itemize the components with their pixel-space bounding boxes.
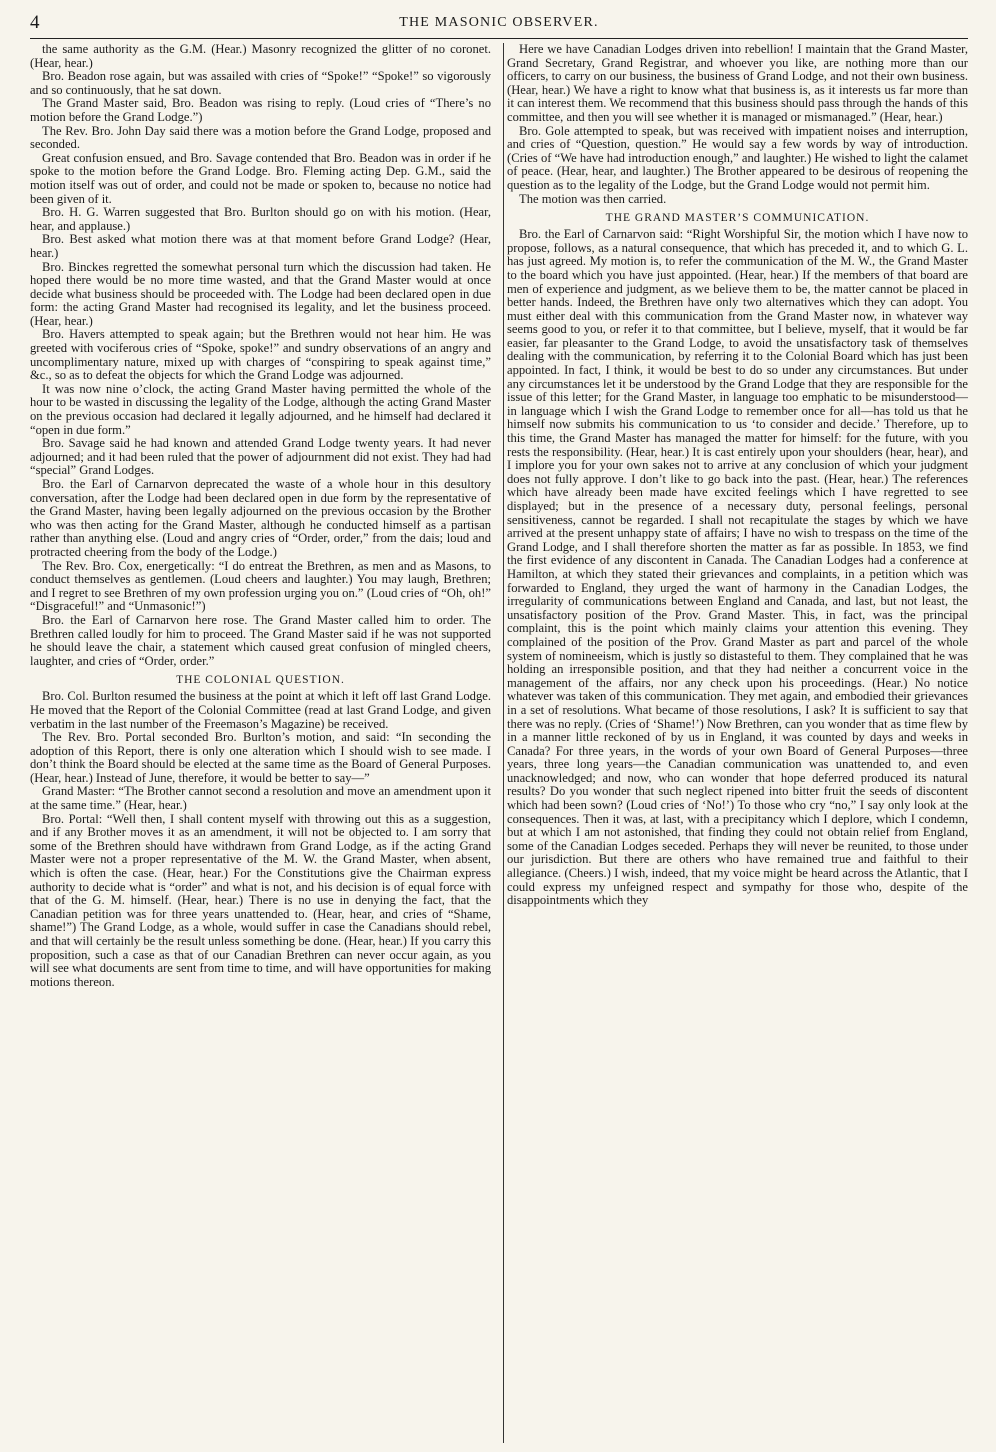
paragraph: Here we have Canadian Lodges driven into rebellion! I maintain that the Grand Master, Grand Secretary, Grand Registrar, and whoever you like, are nothing more than our officers, to carry on our business, the business of Grand Lodge, and not their own business. (Hear, hear.) We have a right to know what that business is, as it interests us far more than it can interest them. We recommend that this business should pass through the hands of this committee, and then you will see whether it is managed or mismanaged.” (Hear, hear.) xyxy=(507,43,968,124)
paragraph: Bro. H. G. Warren suggested that Bro. Burlton should go on with his motion. (Hear, hear, and applause.) xyxy=(30,205,491,233)
column-rule xyxy=(503,43,504,1443)
paragraph: The Grand Master said, Bro. Beadon was rising to reply. (Loud cries of “There’s no motion before the Grand Lodge.”) xyxy=(30,96,491,124)
paragraph: Bro. Binckes regretted the somewhat personal turn which the discussion had taken. He hoped there would be no more time wasted, and that the Grand Master would at once decide what business should be proceeded with. The Lodge had been declared open in due form: the acting Grand Master had recognised its legality, and let the business proceed. (Hear, hear.) xyxy=(30,259,491,328)
left-column xyxy=(30,43,491,1443)
left-column-text-b xyxy=(30,690,491,989)
paragraph: Bro. Col. Burlton resumed the business at the point at which it left off last Grand Lodge. He moved that the Report of the Colonial Committee (read at last Grand Lodge, and given verbatim in the last number of the Freemason’s Magazine) be received. xyxy=(30,689,491,731)
page-number: 4 xyxy=(30,12,40,33)
paragraph: The Rev. Bro. Cox, energetically: “I do entreat the Brethren, as men and as Masons, to conduct themselves as gentlemen. (Loud cheers and laughter.) You may laugh, Brethren; and I regret to see Brethren of my own profession urging you on.” (Loud cries of “Oh, oh!” “Disgraceful!” and “Unmasonic!”) xyxy=(30,558,491,614)
article-columns xyxy=(30,43,968,1443)
paragraph: It was now nine o’clock, the acting Grand Master having permitted the whole of the hour to be wasted in discussing the legality of the Lodge, although the acting Grand Master on the previous occasion had declared it legally adjourned, and he himself had declared it “open in due form.” xyxy=(30,381,491,437)
paragraph: The Rev. Bro. John Day said there was a motion before the Grand Lodge, proposed and seconded. xyxy=(30,123,491,152)
left-column-text-a xyxy=(30,43,491,668)
paragraph: Great confusion ensued, and Bro. Savage contended that Bro. Beadon was in order if he spoke to the motion before the Grand Lodge. Bro. Fleming acting Dep. G.M., said the motion itself was out of order, and could not be made or spoken to, because no notice had been given of it. xyxy=(30,150,491,206)
right-column xyxy=(507,43,968,1443)
paragraph: Bro. the Earl of Carnarvon here rose. The Grand Master called him to order. The Brethren called loudly for him to proceed. The Grand Master said if he was not supported he should leave the chair, a statement which caused great confusion of mingled cheers, laughter, and cries of “Order, order.” xyxy=(30,612,491,668)
paragraph: the same authority as the G.M. (Hear.) Masonry recognized the glitter of no coronet. (Hear, hear.) xyxy=(30,43,491,70)
paragraph: Bro. Havers attempted to speak again; but the Brethren would not hear him. He was greeted with vociferous cries of “Spoke, spoke!” and sundry observations of an angry and uncomplimentary nature, mixed up with charges of “conspiring to speak against time,” &c., so as to defeat the objects for which the Grand Lodge was adjourned. xyxy=(30,327,491,383)
paragraph: The motion was then carried. xyxy=(519,191,667,206)
paragraph: Bro. Beadon rose again, but was assailed with cries of “Spoke!” “Spoke!” so vigorously and so continuously, that he sat down. xyxy=(30,69,491,97)
right-column-text-a xyxy=(507,43,968,206)
paragraph: Bro. Portal: “Well then, I shall content myself with throwing out this as a suggestion, and if any Brother moves it as an amendment, it will not be objected to. I am sorry that some of the Brethren should have withdrawn from Grand Lodge, as if the acting Grand Master were not a proper representative of the M. W. the Grand Master, when absent, which is often the case. (Hear, hear.) For the Constitutions give the Chairman express authority to decide what is “order” and what is not, and his decision is of equal force with that of the G. M. himself. (Hear, hear.) There is no use in denying the fact, that the Canadian petition was for three years unattended to. (Hear, hear, and cries of “Shame, shame!”) The Grand Lodge, as a whole, would suffer in case the Canadians should rebel, and that will certainly be the result unless something be done. (Hear, hear.) If you carry this proposition, such a case as that of our Canadian Brethren can never occur again, as you will see what documents are sent from time to time, and will have opportunities for making motions thereon. xyxy=(30,811,491,989)
paragraph: Bro. Best asked what motion there was at that moment before Grand Lodge? (Hear, hear.) xyxy=(30,232,491,260)
paragraph: Bro. the Earl of Carnarvon said: “Right Worshipful Sir, the motion which I have now to propose, follows, as a natural consequence, that which has preceded it, and to which G. L. has just agreed. My motion is, to refer the communication of the M. W., the Grand Master to the board which you have just appointed. (Hear, hear.) If the members of that board are men of experience and judgment, as we believe them to be, the matter cannot be placed in better hands. Indeed, the Brethren have only two alternatives which they can adopt. You must either deal with this communication from the Grand Master now, in whatever way seems good to you, or refer it to that committee, but I believe, myself, that it would be far easier, far pleasanter to the Grand Lodge, to avoid the unsatisfactory task of themselves dealing with the communication, by referring it to the Colonial Board which has just been appointed. In fact, I think, it would be best to do so under any circumstances. But under any circumstances let it be understood by the Grand Lodge that they are responsible for the issue of this letter; for the Grand Master, in language too emphatic to be misunderstood—in language which I wish the Grand Lodge to remember once for all—has told us that he himself now submits his communication to us ‘to consider and decide.’ Therefore, up to this time, the Grand Master has managed the matter for himself: for the future, with you rests the responsibility. (Hear, hear.) It is cast entirely upon your shoulders (hear, hear), and I implore you for your own sakes not to arrive at any conclusion of which your judgment does not fully approve. I don’t like to go back into the past. (Hear, hear.) The references which have already been made have excited feelings which I have regretted to see displayed; but in the presence of a necessary duty, personal feelings, personal sensitiveness, cannot be regarded. I shall not recapitulate the stages by which we have arrived at the present unhappy state of affairs; I have no wish to trespass on the time of the Grand Lodge, and I shall therefore shorten the matter as far as possible. In 1853, we find the first evidence of any discontent in Canada. The Canadian Lodges had a conference at Hamilton, at which they stated their grievances and complaints, in a petition which was forwarded to England, they urged the want of harmony in the Canadian Lodges, the irregularity of communications between England and Canada, and last, but not least, the unsatisfactory position of the Prov. Grand Master. This, in fact, was the principal complaint, this is the point which mainly claims your attention this evening. They complained of the position of the Prov. Grand Master as part and parcel of the whole system of nomineeism, which is justly so distasteful to them. They complained that he was holding an irresponsible position, and that they had neither a concurrent voice in the management of the affairs, nor any check upon his proceedings. (Hear.) No notice whatever was taken of this communication. They met again, and embodied their grievances in a set of resolutions. What became of those resolutions, I ask? It is sufficient to say that there was no reply. (Cries of ‘Shame!’) Now Brethren, can you wonder that as time flew by in a manner little reckoned of by us in England, it was counted by days and weeks in Canada? For three years, in the words of your own Board of General Purposes—three years, three long years—the Canadian communication was unattended to, and even unacknowledged; and now, who can wonder that hope deferred produced its natural results? Do you wonder that such neglect ripened into bitter fruit the seeds of discontent which had been sown? (Loud cries of ‘No!’) To those who cry “no,” I say only look at the consequences. Then it was, at last, with a precipitancy which I deplore, which I condemn, but at which I am not astonished, that finding they could not obtain relief from England, some of the Canadian Lodges seceded. Perhaps they will never be reunited, to those under our jurisdiction. But there are others who have remained true and faithful to their allegiance. (Cheers.) I wish, indeed, that my voice might be heard across the Atlantic, that I could express my unfeigned respect and sympathy for those who, despite of the disappointments which they xyxy=(507,227,968,908)
page-header xyxy=(30,12,968,39)
paragraph: Bro. the Earl of Carnarvon deprecated the waste of a whole hour in this desultory conversation, after the Lodge had been declared open in due form by the representative of the Grand Master, having been legally adjourned on the previous occasion by the Brother who was then acting for the Grand Master, although he conducted himself as a partisan rather than anything else. (Loud and angry cries of “Order, order,” from the dais; loud and protracted cheering from the body of the Lodge.) xyxy=(30,477,491,559)
section-heading-colonial-question: THE COLONIAL QUESTION. xyxy=(176,674,345,687)
paragraph: Grand Master: “The Brother cannot second a resolution and move an amendment upon it at the same time.” (Hear, hear.) xyxy=(30,784,491,813)
running-title: THE MASONIC OBSERVER. xyxy=(399,15,599,30)
paragraph: Bro. Savage said he had known and attended Grand Lodge twenty years. It had never adjourned; and it had been ruled that the power of adjournment did not exist. They had had “special” Grand Lodges. xyxy=(30,436,491,478)
right-column-text-b xyxy=(507,228,968,908)
paragraph: Bro. Gole attempted to speak, but was received with impatient noises and interruption, and cries of “Question, question.” He would say a few words by way of introduction. (Cries of “We have had introduction enough,” and laughter.) He wished to light the calamet of peace. (Hear, hear, and laughter.) The Brother appeared to be desirous of reopening the question as to the legality of the Lodge, but the Grand Lodge would not permit him. xyxy=(507,123,968,192)
section-heading-grand-masters-communication: THE GRAND MASTER’S COMMUNICATION. xyxy=(605,212,870,225)
paragraph: The Rev. Bro. Portal seconded Bro. Burlton’s motion, and said: “In seconding the adoption of this Report, there is only one alteration which I should wish to see made. I don’t think the Board should be elected at the same time as the Board of General Purposes. (Hear, hear.) Instead of June, therefore, it would be better to say—” xyxy=(30,730,491,785)
